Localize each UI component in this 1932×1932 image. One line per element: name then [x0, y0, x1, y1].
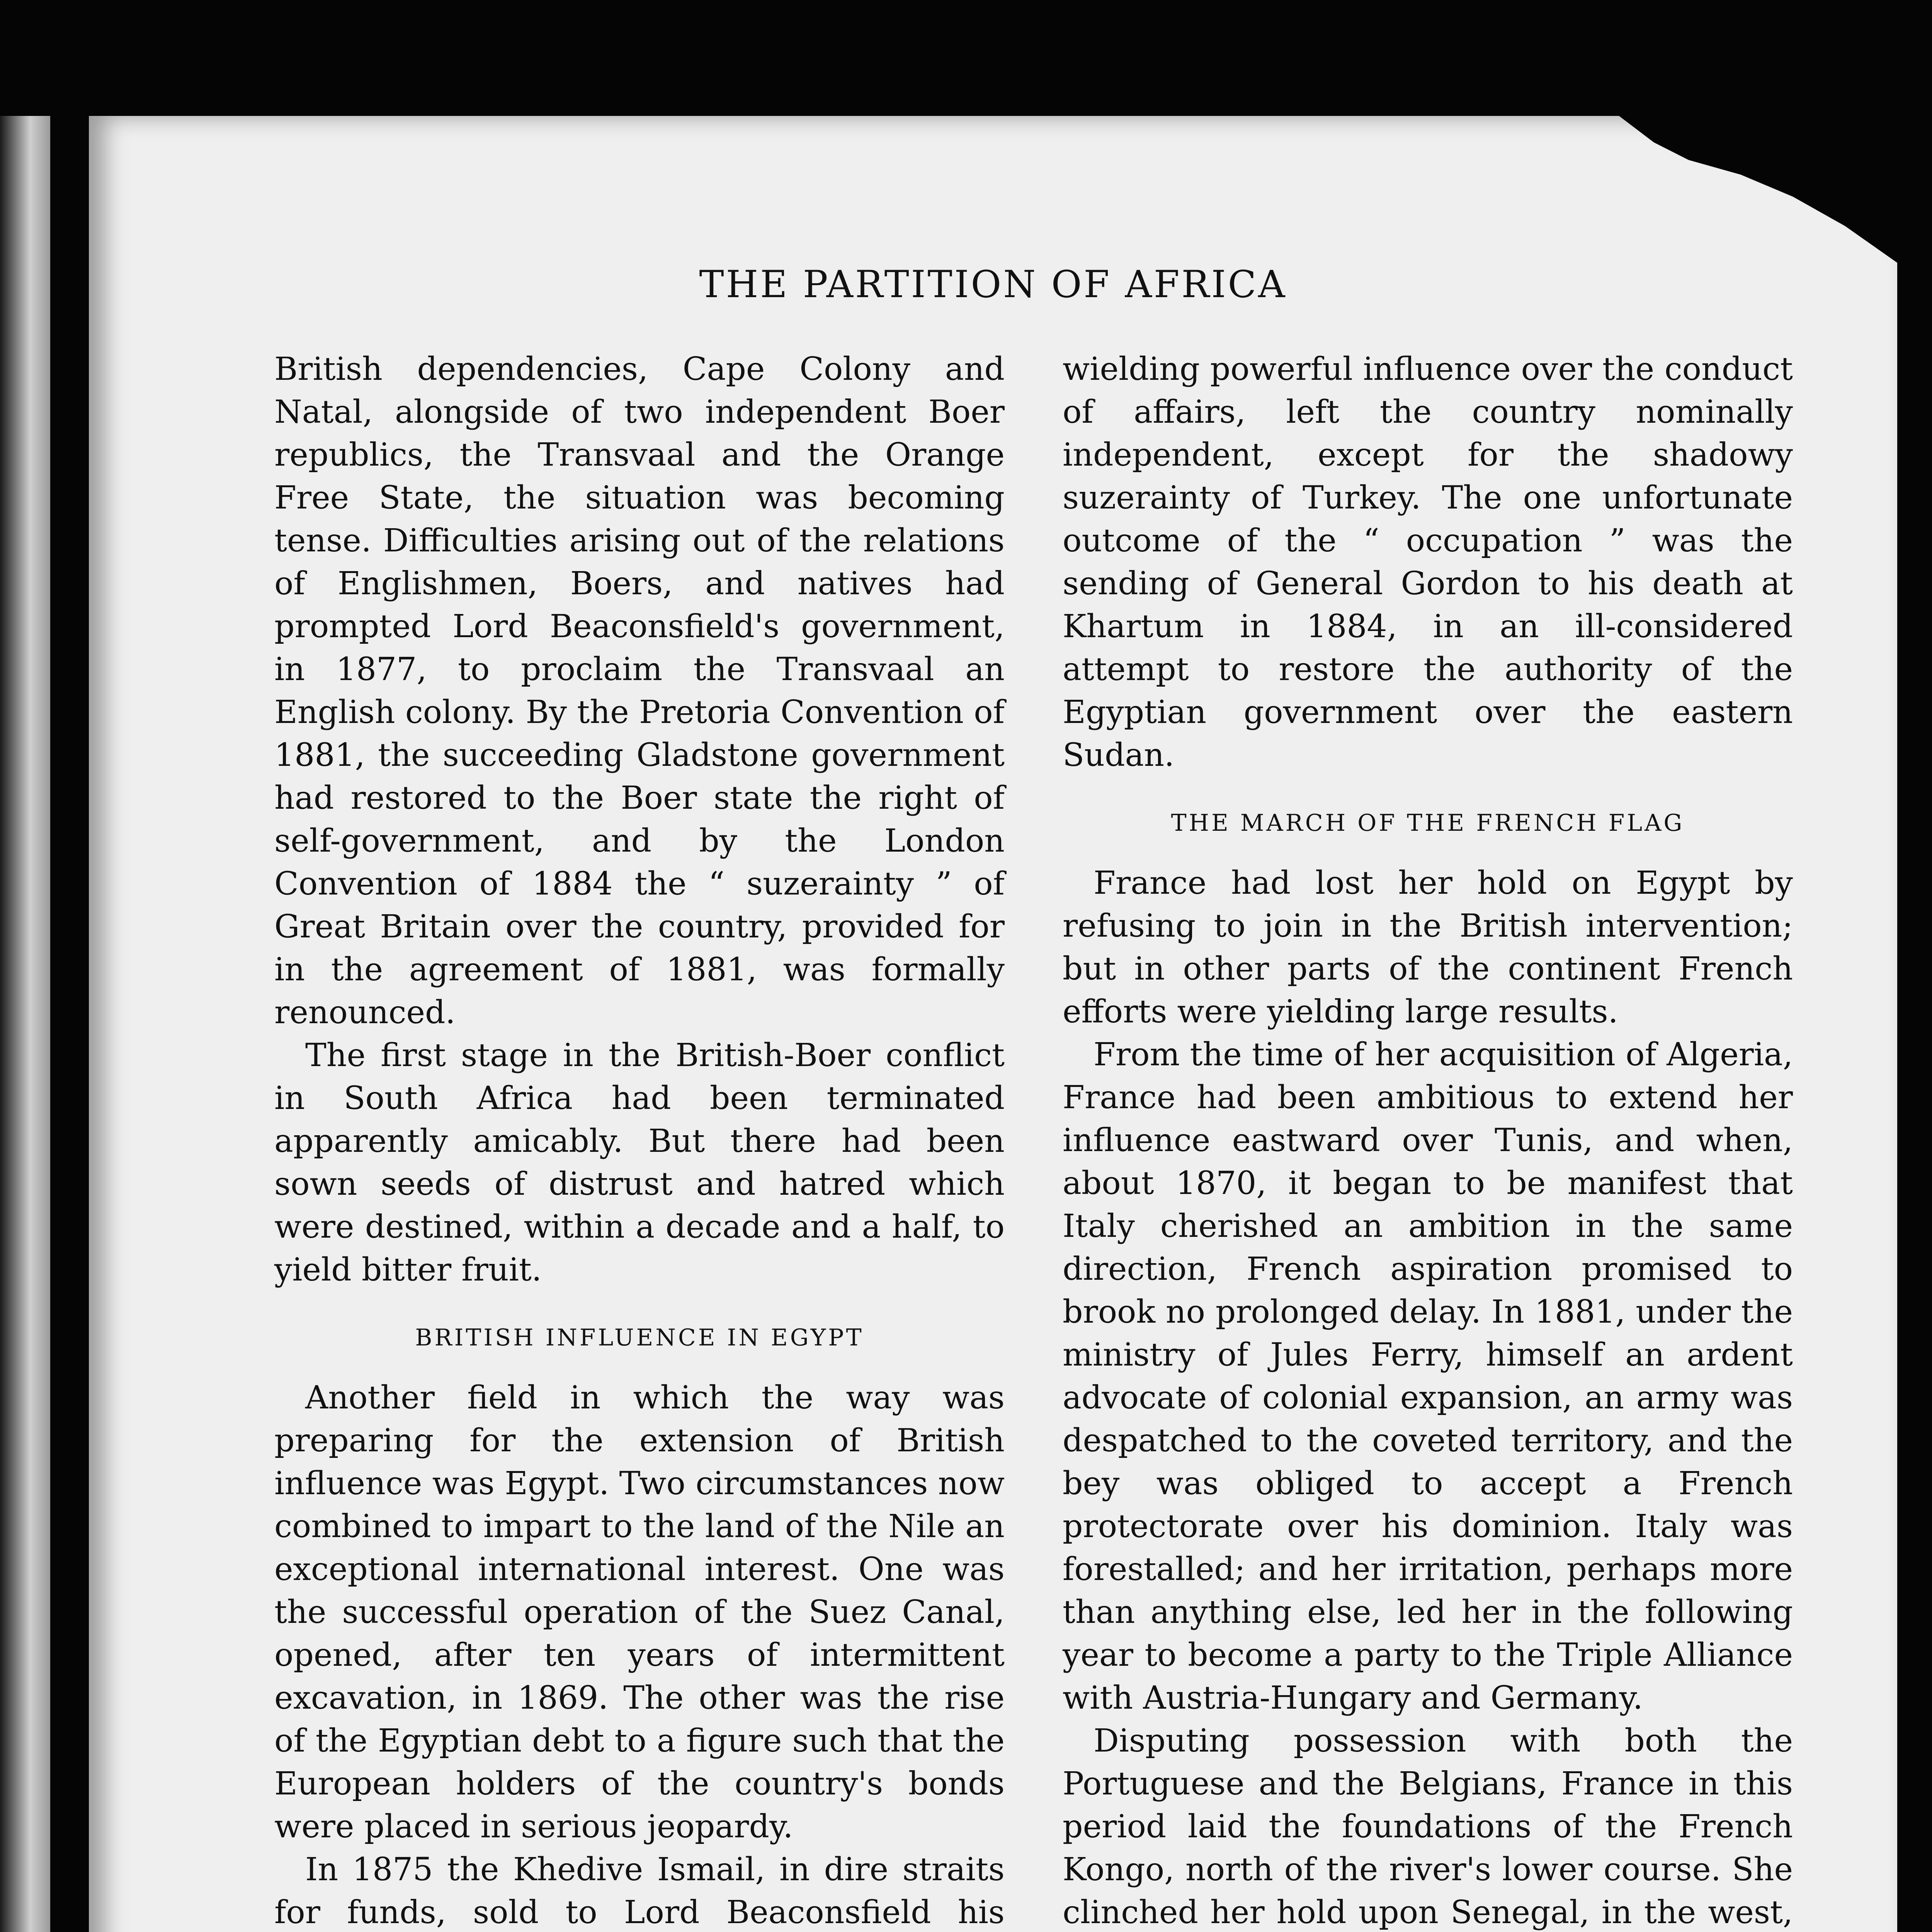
- right-column: [1063, 348, 1793, 1932]
- paragraph: wielding powerful influence over the conduct of affairs, left the country nominally independent, except for the shadowy suzerainty of Turkey. The one unfortunate outcome of the “ occupation ” was the sending of General Gordon to his death at Khartum in 1884, in an ill-considered attempt to restore the authority of the Egyptian government over the eastern Sudan.: [1063, 351, 1793, 774]
- left-column: [274, 348, 1005, 1932]
- section-heading: THE MARCH OF THE FRENCH FLAG: [1171, 810, 1685, 837]
- book-page: [89, 116, 1897, 1932]
- adjacent-page-edge: [0, 116, 50, 1932]
- paragraph: Disputing possession with both the Portuguese and the Belgians, France in this period laid the foundations of the French Kongo, north of the river's lower course. She clinched her hold upon Senegal, in the west,: [1063, 1723, 1793, 1931]
- paragraph: France had lost her hold on Egypt by refusing to join in the British intervention; but in other parts of the continent French efforts were yielding large results.: [1063, 865, 1793, 1030]
- paragraph: The first stage in the British-Boer conflict in South Africa had been terminated apparently amicably. But there had been sown seeds of distrust and hatred which were destined, within a decade and a half, to yield bitter fruit.: [274, 1037, 1005, 1288]
- torn-corner: [1549, 116, 1897, 263]
- paragraph: In 1875 the Khedive Ismail, in dire straits for funds, sold to Lord Beaconsfield his: [274, 1851, 1005, 1931]
- paragraph: British dependencies, Cape Colony and Natal, alongside of two independent Boer republics, the Transvaal and the Orange Free State, the situation was becoming tense. Difficulties arising out of the relations of Englishmen, Boers, and natives had prompted Lord Beaconsfield's government, in 1877, to proclaim the Transvaal an English colony. By the Pretoria Convention of 1881, the succeeding Gladstone government had restored to the Boer state the right of self-government, and by the London Convention of 1884 the “ suzerainty ” of Great Britain over the country, provided for in the agreement of 1881, was formally renounced.: [274, 351, 1005, 1031]
- paragraph: Another field in which the way was preparing for the extension of British influence was Egypt. Two circumstances now combined to impart to the land of the Nile an exceptional international interest. One was the successful operation of the Suez Canal, opened, after ten years of intermittent excavation, in 1869. The other was the rise of the Egyptian debt to a figure such that the European holders of the country's bonds were placed in serious jeopardy.: [274, 1379, 1005, 1845]
- section-heading: BRITISH INFLUENCE IN EGYPT: [415, 1324, 864, 1351]
- running-head: THE PARTITION OF AFRICA: [699, 263, 1287, 306]
- paragraph: From the time of her acquisition of Algeria, France had been ambitious to extend her influence eastward over Tunis, and when, about 1870, it began to be manifest that Italy cherished an ambition in the same direction, French aspiration promised to brook no prolonged delay. In 1881, under the ministry of Jules Ferry, himself an ardent advocate of colonial expansion, an army was despatched to the coveted territory, and the bey was obliged to accept a French protectorate over his dominion. Italy was forestalled; and her irritation, perhaps more than anything else, led her in the following year to become a party to the Triple Alliance with Austria-Hungary and Germany.: [1063, 1036, 1793, 1716]
